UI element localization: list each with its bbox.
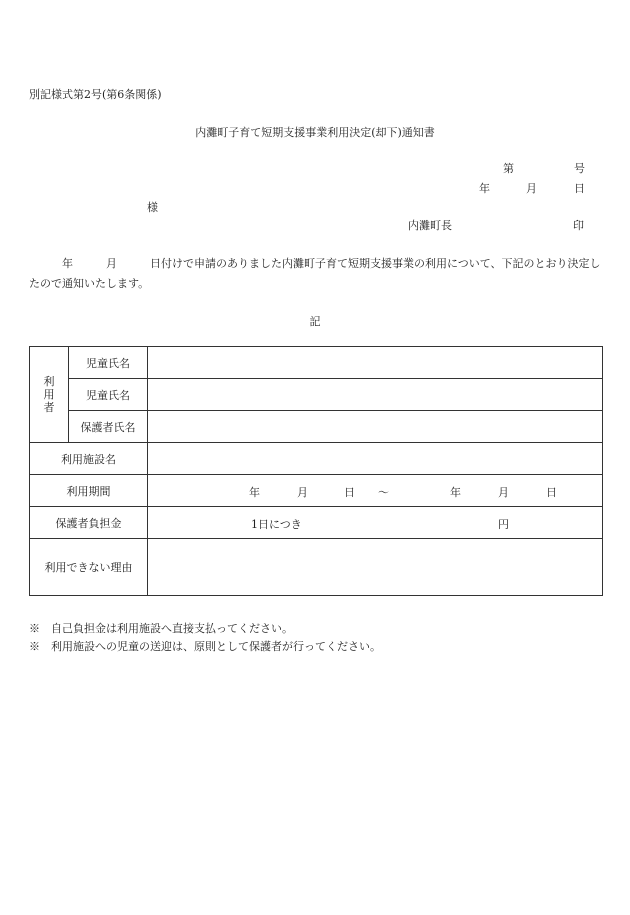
document-title: 内灘町子育て短期支援事業利用決定(却下)通知書 <box>195 126 435 139</box>
period-day-1: 日 <box>344 486 355 499</box>
date-year: 年 <box>479 182 490 195</box>
period-month-1: 月 <box>297 486 308 499</box>
period-field[interactable] <box>148 475 603 507</box>
seal-mark: 印 <box>573 219 584 232</box>
date-month: 月 <box>526 182 537 195</box>
number-prefix: 第 <box>503 162 514 175</box>
reason-field[interactable] <box>148 539 603 596</box>
body-paragraph: 年 月 日付けで申請のありました内灘町子育て短期支援事業の利用について、下記のとおり決定したので通知いたします。 <box>29 257 601 290</box>
facility-name-field[interactable] <box>148 443 603 475</box>
child-name-2-field[interactable] <box>148 379 603 411</box>
guardian-name-field[interactable] <box>148 411 603 443</box>
addressee-suffix: 様 <box>147 201 158 214</box>
document-number <box>503 160 585 176</box>
user-group-label <box>30 347 69 443</box>
notes <box>29 620 381 656</box>
period-day-2: 日 <box>546 486 557 499</box>
reason-label: 利用できない理由 <box>30 539 148 596</box>
period-year-1: 年 <box>249 486 260 499</box>
user-group-text: 利 用 者 <box>43 375 55 414</box>
child-name-2-label: 児童氏名 <box>69 379 148 411</box>
facility-name-label: 利用施設名 <box>30 443 148 475</box>
child-name-1-label: 児童氏名 <box>69 347 148 379</box>
guardian-name-label: 保護者氏名 <box>69 411 148 443</box>
issuer-name: 内灘町長 <box>408 219 452 232</box>
period-label: 利用期間 <box>30 475 148 507</box>
note-1: ※ 自己負担金は利用施設へ直接支払ってください。 <box>29 622 293 635</box>
decision-table <box>29 346 603 596</box>
child-name-1-field[interactable] <box>148 347 603 379</box>
form-number: 別記様式第2号(第6条関係) <box>29 88 162 101</box>
burden-unit: 円 <box>498 518 509 531</box>
date-day: 日 <box>574 182 585 195</box>
burden-label: 保護者負担金 <box>30 507 148 539</box>
ki-heading: 記 <box>309 315 321 328</box>
period-tilde: 〜 <box>378 486 389 499</box>
period-year-2: 年 <box>450 486 461 499</box>
burden-field[interactable] <box>148 507 603 539</box>
number-suffix: 号 <box>574 162 585 175</box>
note-2: ※ 利用施設への児童の送迎は、原則として保護者が行ってください。 <box>29 640 381 653</box>
burden-per-day: 1日につき <box>251 518 302 531</box>
period-month-2: 月 <box>498 486 509 499</box>
